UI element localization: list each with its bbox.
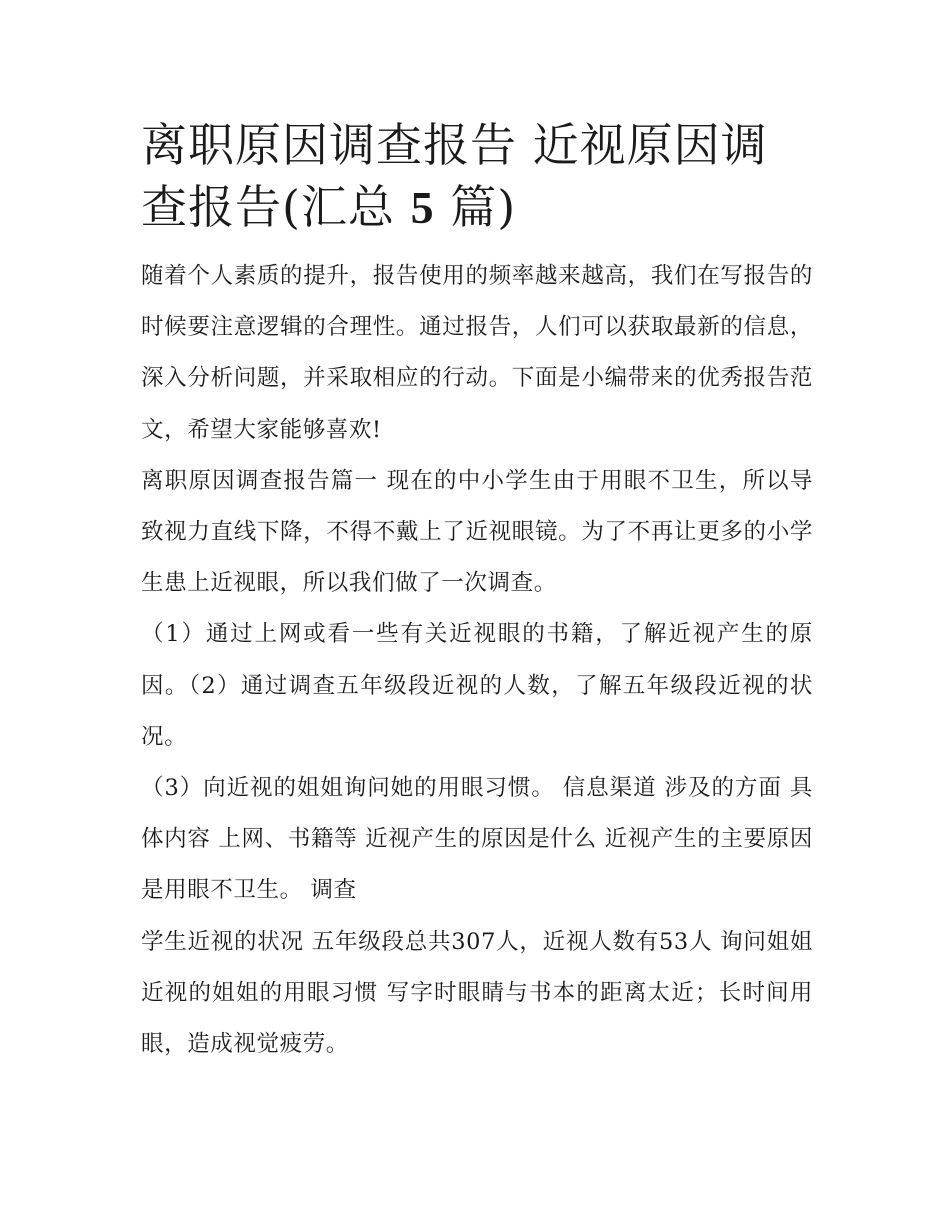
intro-paragraph: 随着个人素质的提升，报告使用的频率越来越高，我们在写报告的时候要注意逻辑的合理性。通过报告，人们可以获取最新的信息，深入分析问题，并采取相应的行动。下面是小编带来的优秀报告范文，希望大家能够喜欢! bbox=[141, 263, 813, 443]
title-text-part2: 篇) bbox=[450, 180, 517, 234]
survey-result-paragraph: 学生近视的状况 五年级段总共307人，近视人数有53人 询问姐姐 近视的姐姐的用眼习惯 写字时眼睛与书本的距离太近；长时间用眼，造成视觉疲劳。 bbox=[141, 928, 813, 1058]
section-one-paragraph: 离职原因调查报告篇一 现在的中小学生由于用眼不卫生，所以导致视力直线下降，不得不戴上了近视眼镜。为了不再让更多的小学生患上近视眼，所以我们做了一次调查。 bbox=[141, 467, 813, 597]
title-number: 5 bbox=[410, 182, 435, 233]
title-text-part1: 离职原因调查报告 近视原因调查报告(汇总 bbox=[141, 118, 768, 234]
document-title bbox=[141, 114, 813, 239]
method-paragraph-1: （1）通过上网或看一些有关近视眼的书籍，了解近视产生的原因。（2）通过调查五年级段近视的人数，了解五年级段近视的状况。 bbox=[141, 621, 813, 750]
document-page bbox=[141, 114, 813, 1070]
method-paragraph-2: （3）向近视的姐姐询问她的用眼习惯。 信息渠道 涉及的方面 具体内容 上网、书籍等 近视产生的原因是什么 近视产生的主要原因是用眼不卫生。 调查 bbox=[141, 775, 813, 904]
